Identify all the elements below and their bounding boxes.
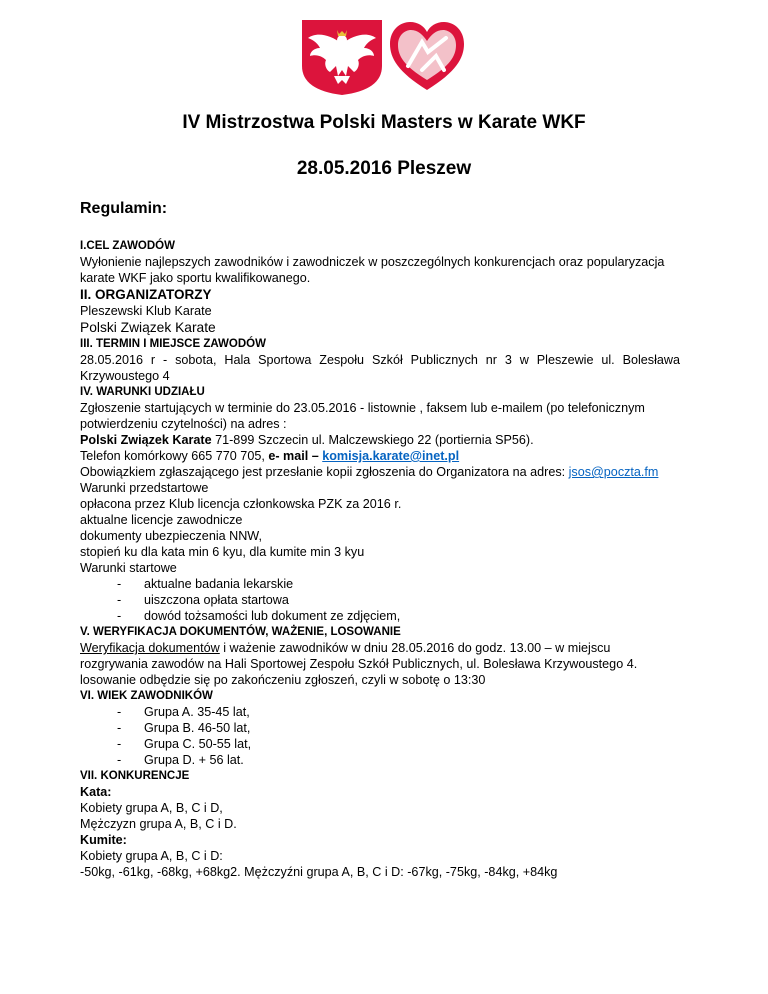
registration-text: Zgłoszenie startujących w terminie do 23.05.2016 - listownie , faksem lub e-mailem (po telefonicznym potwierdzeniu czytelności) na adres : xyxy=(80,401,645,431)
organizer-1: Pleszewski Klub Karate xyxy=(80,304,212,318)
draw-text: losowanie odbędzie się po zakończeniu zgłoszeń, czyli w sobotę o 13:30 xyxy=(80,673,486,687)
kata-women: Kobiety grupa A, B, C i D, xyxy=(80,801,223,815)
list-item: - uiszczona opłata startowa xyxy=(80,592,680,608)
email-label: e- mail – xyxy=(268,449,323,463)
kata-title: Kata: xyxy=(80,785,112,799)
regulations-heading: Regulamin: xyxy=(80,200,168,217)
list-item: - Grupa A. 35-45 lat, xyxy=(80,704,680,720)
kumite-title: Kumite: xyxy=(80,833,127,847)
header-logos xyxy=(300,18,470,96)
event-date-place: 28.05.2016 Pleszew xyxy=(296,158,472,179)
section-3-heading: III. TERMIN I MIEJSCE ZAWODÓW xyxy=(80,338,266,350)
obligation-email-link[interactable]: jsos@poczta.fm xyxy=(568,465,659,479)
section-2-heading: II. ORGANIZATORZY xyxy=(80,287,212,302)
pzk-address xyxy=(80,432,680,448)
email-link[interactable]: komisja.karate@inet.pl xyxy=(322,449,460,463)
obligation-text: Obowiązkiem zgłaszającego jest przesłanie kopii zgłoszenia do Organizatora na adres: xyxy=(80,465,569,479)
section-4-heading: IV. WARUNKI UDZIAŁU xyxy=(80,386,205,398)
pzk-logo xyxy=(388,20,466,94)
section-1-text: Wyłonienie najlepszych zawodników i zawodniczek w poszczególnych konkurencjach oraz popularyzacja karate WKF jako sportu kwalifikowanego. xyxy=(80,255,665,285)
pre-condition-item: opłacona przez Klub licencja członkowska PZK za 2016 r. xyxy=(80,497,402,511)
start-conditions-list xyxy=(80,576,680,624)
section-7-heading: VII. KONKURENCJE xyxy=(80,770,190,782)
polish-emblem-logo xyxy=(300,18,384,96)
verification-rest: i ważenie zawodników w dniu 28.05.2016 do godz. 13.00 – w miejscu rozgrywania zawodów na Hali Sportowej Zespołu Szkół Publicznych, ul. Bolesława Krzywoustego 4. xyxy=(80,641,638,671)
pre-condition-item: dokumenty ubezpieczenia NNW, xyxy=(80,529,263,543)
document-title: IV Mistrzostwa Polski Masters w Karate WKF xyxy=(182,112,586,133)
age-groups-list xyxy=(80,704,680,768)
list-item: - Grupa B. 46-50 lat, xyxy=(80,720,680,736)
kumite-women: Kobiety grupa A, B, C i D: xyxy=(80,849,223,863)
start-conditions-title: Warunki startowe xyxy=(80,561,177,575)
organizer-2: Polski Związek Karate xyxy=(80,320,216,335)
pzk-address-text: 71-899 Szczecin ul. Malczewskiego 22 (portiernia SP56). xyxy=(211,433,534,447)
list-item: - Grupa C. 50-55 lat, xyxy=(80,736,680,752)
pzk-name: Polski Związek Karate xyxy=(80,433,212,447)
phone-text: Telefon komórkowy 665 770 705, xyxy=(80,449,269,463)
section-1-heading: I.CEL ZAWODÓW xyxy=(80,240,175,252)
kumite-weights: -50kg, -61kg, -68kg, +68kg2. Mężczyźni grupa A, B, C i D: -67kg, -75kg, -84kg, +84kg xyxy=(80,865,558,879)
pre-condition-item: stopień ku dla kata min 6 kyu, dla kumite min 3 kyu xyxy=(80,545,365,559)
pre-condition-item: aktualne licencje zawodnicze xyxy=(80,513,243,527)
contact-line xyxy=(80,448,680,464)
section-3-text: 28.05.2016 r - sobota, Hala Sportowa Zespołu Szkół Publicznych nr 3 w Pleszewie ul. Bolesława Krzywoustego 4 xyxy=(80,353,680,383)
regulations-content xyxy=(80,238,680,880)
section-6-heading: VI. WIEK ZAWODNIKÓW xyxy=(80,690,213,702)
list-item: - Grupa D. + 56 lat. xyxy=(80,752,680,768)
obligation-line xyxy=(80,464,680,480)
section-5-heading: V. WERYFIKACJA DOKUMENTÓW, WAŻENIE, LOSOWANIE xyxy=(80,626,401,638)
verification-underlined: Weryfikacja dokumentów xyxy=(80,641,220,655)
list-item: - dowód tożsamości lub dokument ze zdjęciem, xyxy=(80,608,680,624)
list-item: - aktualne badania lekarskie xyxy=(80,576,680,592)
kata-men: Mężczyzn grupa A, B, C i D. xyxy=(80,817,237,831)
verification-text xyxy=(80,640,680,672)
pre-conditions-title: Warunki przedstartowe xyxy=(80,481,209,495)
